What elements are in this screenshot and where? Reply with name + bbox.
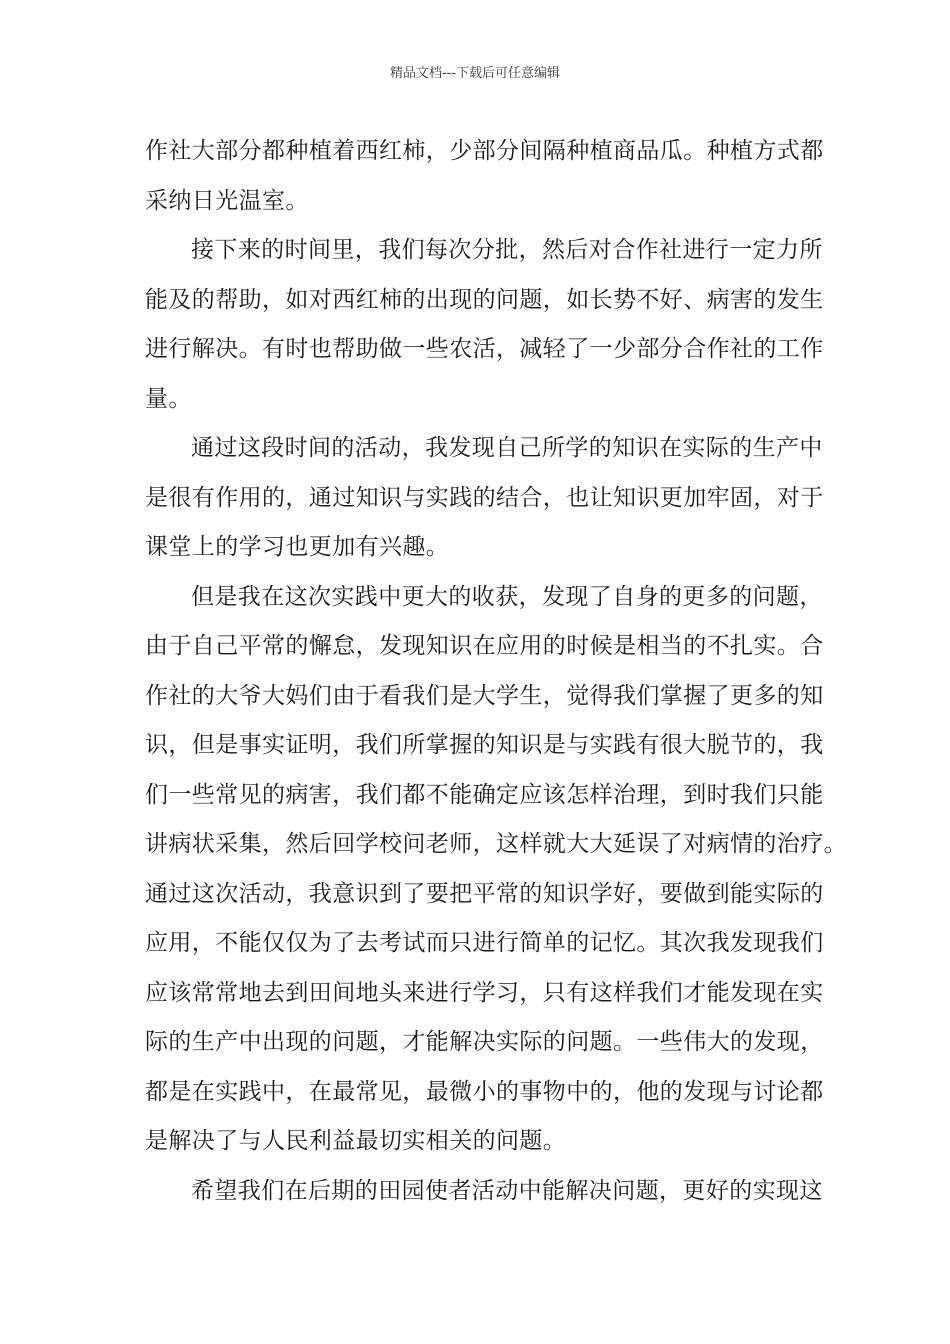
paragraph-start-line: 希望我们在后期的田园使者活动中能解决问题，更好的实现这 [191, 1177, 823, 1204]
text-line: 应该常常地去到田间地头来进行学习，只有这样我们才能发现在实 [145, 979, 824, 1006]
text-line: 作社大部分都种植着西红柿，少部分间隔种植商品瓜。种植方式都 [145, 138, 824, 164]
text-line: 是很有作用的，通过知识与实践的结合，也让知识更加牢固，对于 [145, 484, 824, 511]
text-line: 识，但是事实证明，我们所掌握的知识是与实践有很大脱节的，我 [145, 732, 824, 758]
text-line: 采纳日光温室。 [145, 187, 309, 214]
text-line: 们一些常见的病害，我们都不能确定应该怎样治理，到时我们只能 [145, 781, 824, 808]
document-body [145, 127, 847, 1216]
text-line: 是解决了与人民利益最切实相关的问题。 [145, 1128, 567, 1154]
text-line: 进行解决。有时也帮助做一些农活，减轻了一少部分合作社的工作 [145, 336, 824, 362]
text-line: 由于自己平常的懈怠，发现知识在应用的时候是相当的不扎实。合 [145, 633, 824, 659]
paragraph-start-line: 但是我在这次实践中更大的收获，发现了自身的更多的问题， [191, 583, 823, 610]
text-line: 作社的大爷大妈们由于看我们是大学生，觉得我们掌握了更多的知 [145, 682, 824, 709]
text-line: 能及的帮助，如对西红柿的出现的问题，如长势不好、病害的发生 [145, 286, 824, 313]
text-line: 应用，不能仅仅为了去考试而只进行简单的记忆。其次我发现我们 [145, 930, 824, 956]
paragraph-start-line: 接下来的时间里，我们每次分批，然后对合作社进行一定力所 [191, 237, 823, 263]
page-header: 精品文档---下载后可任意编辑 [389, 66, 561, 81]
text-line: 量。 [145, 385, 192, 412]
text-line: 讲病状采集，然后回学校问老师，这样就大大延误了对病情的治疗。 [145, 831, 847, 857]
text-line: 际的生产中出现的问题，才能解决实际的问题。一些伟大的发现， [145, 1029, 824, 1055]
text-line: 课堂上的学习也更加有兴趣。 [145, 534, 450, 560]
paragraph-start-line: 通过这段时间的活动，我发现自己所学的知识在实际的生产中 [191, 435, 823, 461]
text-line: 通过这次活动，我意识到了要把平常的知识学好，要做到能实际的 [145, 880, 824, 907]
text-line: 都是在实践中，在最常见，最微小的事物中的，他的发现与讨论都 [145, 1078, 824, 1105]
